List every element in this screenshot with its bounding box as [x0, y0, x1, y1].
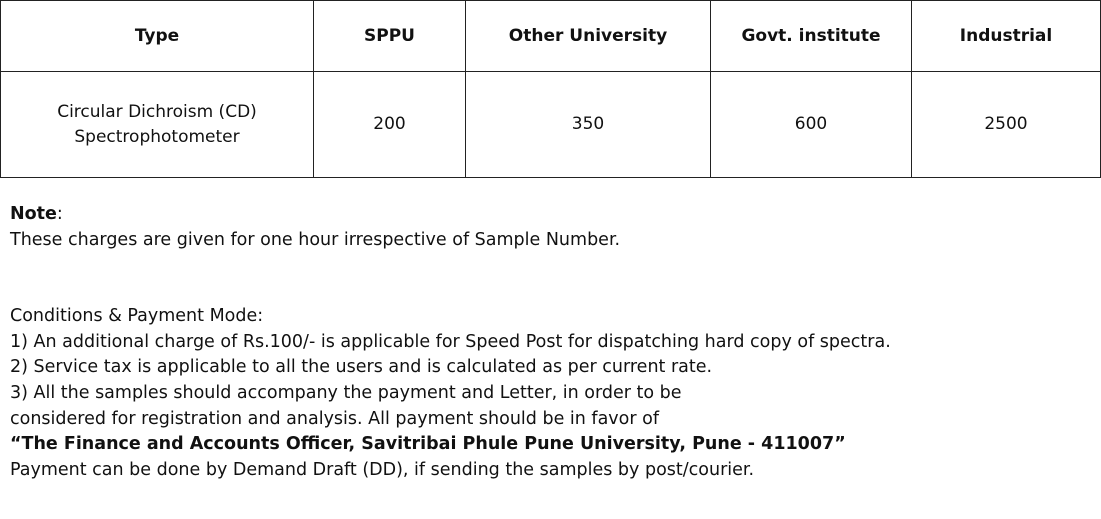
- condition-item-3-line-1: 3) All the samples should accompany the payment and Letter, in order to be: [10, 382, 682, 403]
- cell-sppu: 200: [314, 72, 466, 178]
- note-heading-label: Note: [10, 204, 57, 224]
- header-sppu: SPPU: [314, 1, 466, 72]
- header-type: Type: [1, 1, 314, 72]
- notes-section: [10, 202, 1090, 483]
- conditions-heading: Conditions & Payment Mode:: [10, 306, 264, 327]
- spacer: [10, 253, 1090, 304]
- table-header-row: [1, 1, 1101, 72]
- header-industrial: Industrial: [912, 1, 1101, 72]
- cell-other-university: 350: [466, 72, 711, 178]
- type-line-1: Circular Dichroism (CD): [57, 101, 257, 122]
- note-heading-colon: :: [56, 204, 63, 224]
- cell-industrial: 2500: [912, 72, 1101, 178]
- charges-table: [0, 0, 1101, 178]
- condition-item-1: 1) An additional charge of Rs.100/- is applicable for Speed Post for dispatching hard copy of spectra.: [10, 331, 891, 352]
- table-row: [1, 72, 1101, 178]
- note-heading: [10, 202, 1090, 228]
- condition-item-3-line-2: considered for registration and analysis. All payment should be in favor of: [10, 408, 659, 429]
- header-other-university: Other University: [466, 1, 711, 72]
- cell-type: [1, 72, 314, 178]
- payment-mode: Payment can be done by Demand Draft (DD), if sending the samples by post/courier.: [10, 459, 755, 480]
- cell-govt-institute: 600: [711, 72, 912, 178]
- payee-name: “The Finance and Accounts Officer, Savitribai Phule Pune University, Pune - 411007”: [10, 434, 846, 455]
- note-text: These charges are given for one hour irrespective of Sample Number.: [10, 229, 621, 250]
- condition-item-2: 2) Service tax is applicable to all the users and is calculated as per current rate.: [10, 357, 713, 378]
- header-govt-institute: Govt. institute: [711, 1, 912, 72]
- type-line-2: Spectrophotometer: [74, 126, 240, 147]
